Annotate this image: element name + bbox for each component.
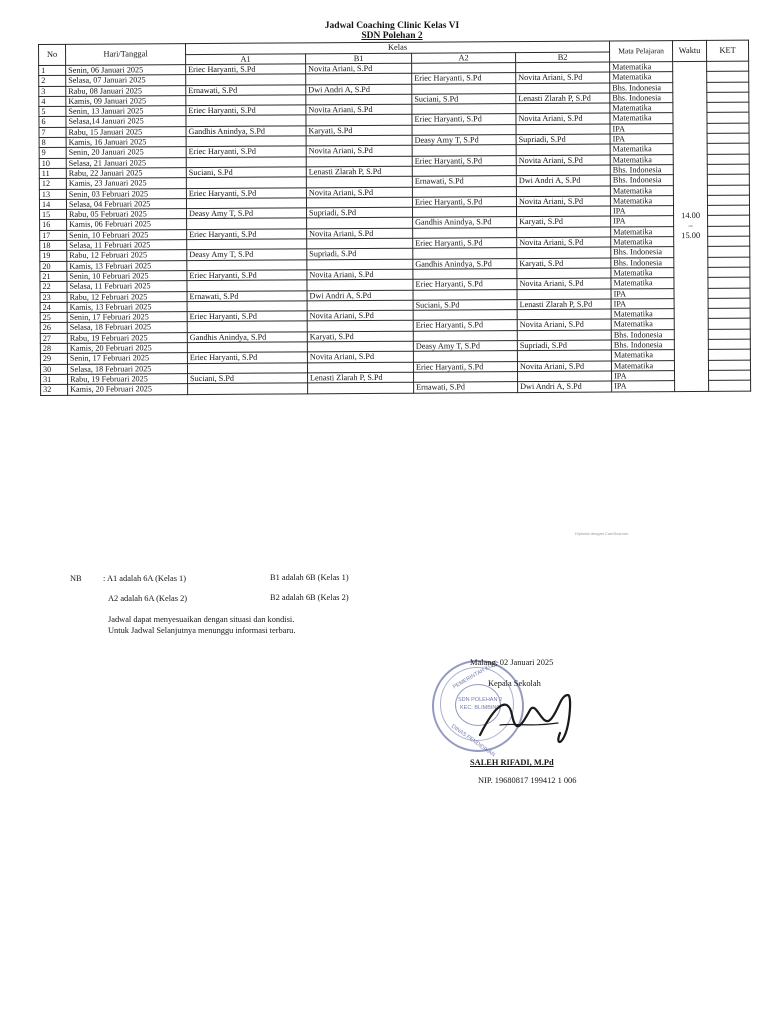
cell-a1: Gandhis Anindya, S.Pd (186, 126, 306, 137)
header-a1: A1 (186, 54, 306, 65)
row-number: 20 (40, 261, 67, 271)
stamp-top-text: PEMERINTAH KOTA (451, 659, 500, 691)
cell-b1 (307, 321, 413, 332)
cell-ket (708, 236, 750, 247)
cell-a2: Eriec Haryanti, S.Pd (413, 361, 517, 372)
row-date: Rabu, 08 Januari 2025 (66, 85, 186, 96)
time-dash: – (688, 221, 693, 231)
cell-subject: Matematika (610, 195, 673, 206)
row-date: Kamis, 20 Februari 2025 (68, 384, 188, 395)
cell-b1: Lenasti Zlarah P, S.Pd (308, 372, 414, 383)
cell-a1 (186, 198, 306, 209)
cell-a2 (412, 186, 516, 197)
note-b2: B2 adalah 6B (Kelas 2) (270, 593, 349, 602)
cell-ket (708, 319, 750, 330)
cell-b1 (307, 279, 413, 290)
cell-b2 (517, 268, 611, 279)
row-date: Kamis, 09 Januari 2025 (66, 95, 186, 106)
header-no: No (39, 44, 66, 65)
cell-a1 (187, 239, 307, 250)
cell-b1: Karyati, S.Pd (307, 331, 413, 342)
row-number: 8 (39, 137, 66, 147)
cell-ket (707, 154, 749, 165)
cell-b1 (306, 156, 412, 167)
row-number: 23 (40, 292, 67, 302)
cell-a1: Gandhis Anindya, S.Pd (187, 332, 307, 343)
cell-ket (708, 216, 750, 227)
row-number: 17 (40, 230, 67, 240)
cell-ket (707, 113, 749, 124)
cell-b1: Karyati, S.Pd (306, 125, 412, 136)
cell-a2 (412, 124, 516, 135)
stamp-bottom-text: DINAS PENDIDIKAN (449, 723, 496, 759)
row-date: Selasa, 18 Februari 2025 (67, 322, 187, 333)
cell-ket (709, 380, 751, 391)
cell-a1 (187, 342, 307, 353)
row-date: Senin, 17 Februari 2025 (67, 353, 187, 364)
header-b2: B2 (516, 52, 610, 63)
note-a1: : A1 adalah 6A (Kelas 1) (103, 574, 187, 583)
row-number: 10 (39, 158, 66, 168)
header-subject: Mata Pelajaran (610, 41, 673, 62)
cell-a2 (413, 330, 517, 341)
scan-watermark: Dipindai dengan CamScanner (575, 531, 629, 536)
row-number: 5 (39, 107, 66, 117)
cell-a1: Eriec Haryanti, S.Pd (187, 270, 307, 281)
cell-b1: Novita Ariani, S.Pd (307, 228, 413, 239)
cell-ket (707, 133, 749, 144)
cell-b1 (307, 259, 413, 270)
note-b1: B1 adalah 6B (Kelas 1) (270, 573, 349, 582)
cell-a2 (412, 145, 516, 156)
cell-a2 (413, 248, 517, 259)
cell-a1: Eriec Haryanti, S.Pd (187, 311, 307, 322)
row-date: Selasa, 04 Februari 2025 (66, 198, 186, 209)
row-number: 6 (39, 117, 66, 127)
cell-ket (708, 257, 750, 268)
cell-b2: Supriadi, S.Pd (516, 134, 610, 145)
row-date: Kamis, 13 Februari 2025 (67, 260, 187, 271)
cell-subject: Matematika (611, 309, 674, 320)
cell-b2: Lenasti Zlarah P, S.Pd (516, 93, 610, 104)
cell-a2: Deasy Amy T, S.Pd (412, 135, 516, 146)
cell-b2: Novita Ariani, S.Pd (517, 237, 611, 248)
cell-b2 (518, 371, 612, 382)
row-number: 1 (39, 65, 66, 75)
header-date: Hari/Tanggal (66, 44, 186, 66)
cell-subject: IPA (611, 206, 674, 217)
document-title: Jadwal Coaching Clinic Kelas VI (324, 21, 460, 31)
row-date: Kamis, 06 Februari 2025 (67, 219, 187, 230)
cell-a1: Eriec Haryanti, S.Pd (186, 146, 306, 157)
cell-a2: Gandhis Anindya, S.Pd (413, 217, 517, 228)
row-date: Kamis, 20 Februari 2025 (67, 343, 187, 354)
row-number: 19 (40, 251, 67, 261)
cell-b2 (516, 144, 610, 155)
cell-a2 (413, 351, 517, 362)
cell-a2 (412, 63, 516, 74)
cell-b1 (306, 115, 412, 126)
cell-a1 (187, 301, 307, 312)
cell-b1: Dwi Andri A, S.Pd (306, 84, 412, 95)
cell-a2 (414, 371, 518, 382)
cell-a1: Eriec Haryanti, S.Pd (187, 229, 307, 240)
cell-ket (707, 174, 749, 185)
time-cell (673, 61, 709, 391)
cell-subject: Matematika (610, 154, 673, 165)
header-ket: KET (707, 40, 749, 61)
row-date: Senin, 06 Januari 2025 (66, 65, 186, 76)
note-line-2: Untuk Jadwal Selanjutnya menunggu informasi terbaru. (108, 626, 296, 635)
row-number: 21 (40, 271, 67, 281)
cell-ket (707, 82, 749, 93)
cell-a2: Ernawati, S.Pd (412, 176, 516, 187)
header-time: Waktu (673, 40, 707, 61)
cell-b1 (306, 176, 412, 187)
cell-b2: Novita Ariani, S.Pd (516, 72, 610, 83)
signature-nip: NIP. 19680817 199412 1 006 (478, 776, 577, 785)
cell-subject: IPA (611, 216, 674, 227)
row-number: 31 (41, 374, 68, 384)
schedule-body (39, 61, 751, 395)
cell-a1 (187, 321, 307, 332)
cell-ket (707, 71, 749, 82)
cell-b2: Karyati, S.Pd (517, 258, 611, 269)
row-number: 12 (39, 179, 66, 189)
row-date: Senin, 20 Januari 2025 (66, 147, 186, 158)
cell-a2: Eriec Haryanti, S.Pd (413, 238, 517, 249)
cell-subject: IPA (612, 381, 675, 392)
cell-a2 (413, 207, 517, 218)
cell-a2: Eriec Haryanti, S.Pd (412, 114, 516, 125)
cell-a2: Ernawati, S.Pd (414, 382, 518, 393)
row-number: 7 (39, 127, 66, 137)
cell-b1: Novita Ariani, S.Pd (306, 63, 412, 74)
handwritten-signature (460, 665, 600, 765)
cell-subject: Matematika (611, 319, 674, 330)
cell-b1: Dwi Andri A, S.Pd (307, 290, 413, 301)
cell-ket (708, 349, 750, 360)
cell-a2: Eriec Haryanti, S.Pd (413, 279, 517, 290)
cell-b2 (516, 62, 610, 73)
cell-b2: Novita Ariani, S.Pd (517, 361, 611, 372)
cell-a1 (188, 383, 308, 394)
cell-ket (707, 92, 749, 103)
cell-subject: Matematika (611, 268, 674, 279)
row-number: 14 (39, 199, 66, 209)
cell-a2 (413, 289, 517, 300)
cell-subject: Bhs. Indonesia (611, 340, 674, 351)
cell-b2: Novita Ariani, S.Pd (516, 155, 610, 166)
cell-a1 (187, 362, 307, 373)
row-number: 16 (40, 220, 67, 230)
cell-b1 (307, 341, 413, 352)
row-number: 25 (40, 312, 67, 322)
signature-position: Kepala Sekolah (488, 679, 541, 688)
cell-a2: Eriec Haryanti, S.Pd (413, 320, 517, 331)
cell-a2 (413, 310, 517, 321)
row-date: Selasa, 07 Januari 2025 (66, 75, 186, 86)
cell-b1 (307, 362, 413, 373)
cell-b2 (517, 309, 611, 320)
cell-subject: Matematika (610, 72, 673, 83)
cell-b1 (306, 74, 412, 85)
school-name: SDN Polehan 2 (361, 31, 423, 41)
time-start: 14.00 (681, 211, 701, 221)
row-number: 26 (40, 323, 67, 333)
cell-a1: Ernawati, S.Pd (187, 290, 307, 301)
cell-a1 (186, 177, 306, 188)
cell-b2 (516, 124, 610, 135)
cell-ket (707, 123, 749, 134)
cell-a1: Eriec Haryanti, S.Pd (187, 352, 307, 363)
cell-a1 (186, 136, 306, 147)
cell-b2 (516, 83, 610, 94)
row-date: Selasa, 18 Februari 2025 (67, 363, 187, 374)
cell-b2 (516, 186, 610, 197)
time-end: 15.00 (681, 231, 701, 241)
row-number: 27 (40, 333, 67, 343)
cell-b2 (516, 103, 610, 114)
cell-a1: Eriec Haryanti, S.Pd (186, 187, 306, 198)
cell-ket (707, 144, 749, 155)
cell-a2: Eriec Haryanti, S.Pd (412, 73, 516, 84)
note-line-1: Jadwal dapat menyesuaikan dengan situasi dan kondisi. (108, 615, 295, 624)
stamp-district-text: KEC. BLIMBING (460, 705, 501, 711)
cell-subject: IPA (611, 298, 674, 309)
row-date: Senin, 10 Februari 2025 (67, 271, 187, 282)
row-number: 2 (39, 76, 66, 86)
cell-ket (708, 360, 750, 371)
header-a2: A2 (412, 53, 516, 64)
cell-subject: Bhs. Indonesia (611, 329, 674, 340)
cell-ket (707, 195, 749, 206)
cell-b1 (307, 218, 413, 229)
cell-a2: Deasy Amy T, S.Pd (413, 341, 517, 352)
cell-ket (707, 185, 749, 196)
cell-a1 (186, 95, 306, 106)
cell-ket (707, 164, 749, 175)
row-date: Kamis, 16 Januari 2025 (66, 137, 186, 148)
cell-b1 (308, 382, 414, 393)
cell-subject: Bhs. Indonesia (611, 247, 674, 258)
cell-b2 (516, 165, 610, 176)
row-date: Selasa,14 Januari 2025 (66, 116, 186, 127)
cell-subject: Bhs. Indonesia (610, 93, 673, 104)
row-date: Rabu, 19 Februari 2025 (67, 332, 187, 343)
cell-b2: Novita Ariani, S.Pd (517, 319, 611, 330)
row-number: 32 (41, 385, 68, 395)
row-date: Kamis, 23 Januari 2025 (66, 178, 186, 189)
cell-b1 (307, 238, 413, 249)
cell-b2 (517, 350, 611, 361)
note-a2: A2 adalah 6A (Kelas 2) (108, 594, 188, 603)
cell-a2: Suciani, S.Pd (413, 299, 517, 310)
cell-a1 (187, 218, 307, 229)
row-date: Kamis, 13 Februari 2025 (67, 301, 187, 312)
row-number: 18 (40, 240, 67, 250)
cell-b2: Novita Ariani, S.Pd (516, 113, 610, 124)
row-number: 29 (40, 354, 67, 364)
cell-subject: IPA (611, 288, 674, 299)
cell-subject: Matematika (611, 278, 674, 289)
cell-a1: Suciani, S.Pd (188, 373, 308, 384)
cell-ket (708, 308, 750, 319)
cell-subject: Bhs. Indonesia (610, 165, 673, 176)
cell-b2 (517, 247, 611, 258)
cell-a2: Eriec Haryanti, S.Pd (412, 196, 516, 207)
cell-a1 (186, 74, 306, 85)
row-date: Selasa, 21 Januari 2025 (66, 157, 186, 168)
row-date: Senin, 17 Februari 2025 (67, 312, 187, 323)
cell-subject: Matematika (611, 360, 674, 371)
cell-subject: Matematika (610, 185, 673, 196)
cell-a1 (187, 260, 307, 271)
cell-subject: Matematika (610, 113, 673, 124)
cell-b2 (517, 206, 611, 217)
cell-subject: Bhs. Indonesia (610, 175, 673, 186)
cell-subject: IPA (612, 371, 675, 382)
row-date: Rabu, 12 Februari 2025 (67, 291, 187, 302)
cell-b2 (517, 330, 611, 341)
cell-a1: Eriec Haryanti, S.Pd (186, 64, 306, 75)
row-date: Rabu, 05 Februari 2025 (67, 209, 187, 220)
cell-a1: Suciani, S.Pd (186, 167, 306, 178)
cell-b2: Novita Ariani, S.Pd (517, 278, 611, 289)
cell-b2: Dwi Andri A, S.Pd (516, 175, 610, 186)
cell-ket (708, 329, 750, 340)
cell-a1 (186, 157, 306, 168)
header-kelas: Kelas (186, 41, 610, 55)
cell-b1 (306, 197, 412, 208)
cell-a1 (187, 280, 307, 291)
cell-subject: Bhs. Indonesia (610, 82, 673, 93)
cell-subject: IPA (610, 123, 673, 134)
cell-a2 (413, 269, 517, 280)
cell-b2 (517, 289, 611, 300)
cell-b1: Novita Ariani, S.Pd (307, 310, 413, 321)
cell-subject: Matematika (610, 144, 673, 155)
row-date: Rabu, 22 Januari 2025 (66, 168, 186, 179)
cell-a2: Suciani, S.Pd (412, 93, 516, 104)
cell-a1: Ernawati, S.Pd (186, 84, 306, 95)
signature-place-date: Malang, 02 Januari 2025 (470, 658, 554, 667)
row-date: Senin, 03 Februari 2025 (66, 188, 186, 199)
cell-a1: Deasy Amy T, S.Pd (187, 208, 307, 219)
row-number: 15 (40, 209, 67, 219)
cell-b2: Supriadi, S.Pd (517, 340, 611, 351)
cell-subject: IPA (610, 134, 673, 145)
cell-subject: Matematika (611, 350, 674, 361)
cell-a1: Deasy Amy T, S.Pd (187, 249, 307, 260)
cell-b1 (306, 135, 412, 146)
row-date: Senin, 10 Februari 2025 (67, 229, 187, 240)
row-number: 30 (40, 364, 67, 374)
cell-b1 (306, 94, 412, 105)
cell-ket (707, 61, 749, 72)
header-b1: B1 (306, 53, 412, 64)
cell-a2 (412, 104, 516, 115)
cell-b1: Novita Ariani, S.Pd (307, 269, 413, 280)
row-number: 22 (40, 282, 67, 292)
row-number: 9 (39, 148, 66, 158)
cell-b1: Novita Ariani, S.Pd (306, 104, 412, 115)
cell-b1: Novita Ariani, S.Pd (306, 187, 412, 198)
cell-a2 (412, 166, 516, 177)
cell-b1 (307, 300, 413, 311)
row-number: 11 (39, 168, 66, 178)
cell-ket (708, 267, 750, 278)
cell-b1: Novita Ariani, S.Pd (307, 352, 413, 363)
cell-subject: Bhs. Indonesia (611, 257, 674, 268)
cell-ket (708, 205, 750, 216)
cell-subject: Matematika (610, 103, 673, 114)
cell-b1: Novita Ariani, S.Pd (306, 146, 412, 157)
cell-a1: Eriec Haryanti, S.Pd (186, 105, 306, 116)
row-date: Rabu, 15 Januari 2025 (66, 126, 186, 137)
row-number: 13 (39, 189, 66, 199)
cell-ket (708, 246, 750, 257)
cell-a2 (412, 83, 516, 94)
cell-b2: Dwi Andri A, S.Pd (518, 381, 612, 392)
row-date: Rabu, 19 Februari 2025 (68, 373, 188, 384)
cell-a2: Eriec Haryanti, S.Pd (412, 155, 516, 166)
row-number: 28 (40, 343, 67, 353)
row-date: Senin, 13 Januari 2025 (66, 106, 186, 117)
row-number: 3 (39, 86, 66, 96)
cell-b2: Karyati, S.Pd (517, 216, 611, 227)
cell-a1 (186, 115, 306, 126)
cell-b2: Lenasti Zlarah P, S.Pd (517, 299, 611, 310)
cell-a2 (413, 227, 517, 238)
stamp-school-text: SDN POLEHAN 2 (458, 697, 503, 703)
cell-b2 (517, 227, 611, 238)
row-number: 24 (40, 302, 67, 312)
cell-ket (708, 226, 750, 237)
cell-subject: Matematika (611, 237, 674, 248)
signature-name: SALEH RIFADI, M.Pd (470, 758, 554, 767)
cell-subject: Matematika (610, 62, 673, 73)
cell-b2: Novita Ariani, S.Pd (516, 196, 610, 207)
cell-ket (709, 370, 751, 381)
cell-ket (707, 102, 749, 113)
cell-ket (708, 298, 750, 309)
row-date: Rabu, 12 Februari 2025 (67, 250, 187, 261)
cell-b1: Supriadi, S.Pd (307, 207, 413, 218)
cell-ket (708, 288, 750, 299)
row-date: Selasa, 11 Februari 2025 (67, 240, 187, 251)
nb-label: NB (70, 574, 82, 583)
cell-b1: Lenasti Zlarah P, S.Pd (306, 166, 412, 177)
cell-ket (708, 339, 750, 350)
cell-a2: Gandhis Anindya, S.Pd (413, 258, 517, 269)
cell-b1: Supriadi, S.Pd (307, 249, 413, 260)
cell-ket (708, 277, 750, 288)
row-number: 4 (39, 96, 66, 106)
schedule-table (38, 40, 751, 396)
cell-subject: Matematika (611, 226, 674, 237)
row-date: Selasa, 11 Februari 2025 (67, 281, 187, 292)
